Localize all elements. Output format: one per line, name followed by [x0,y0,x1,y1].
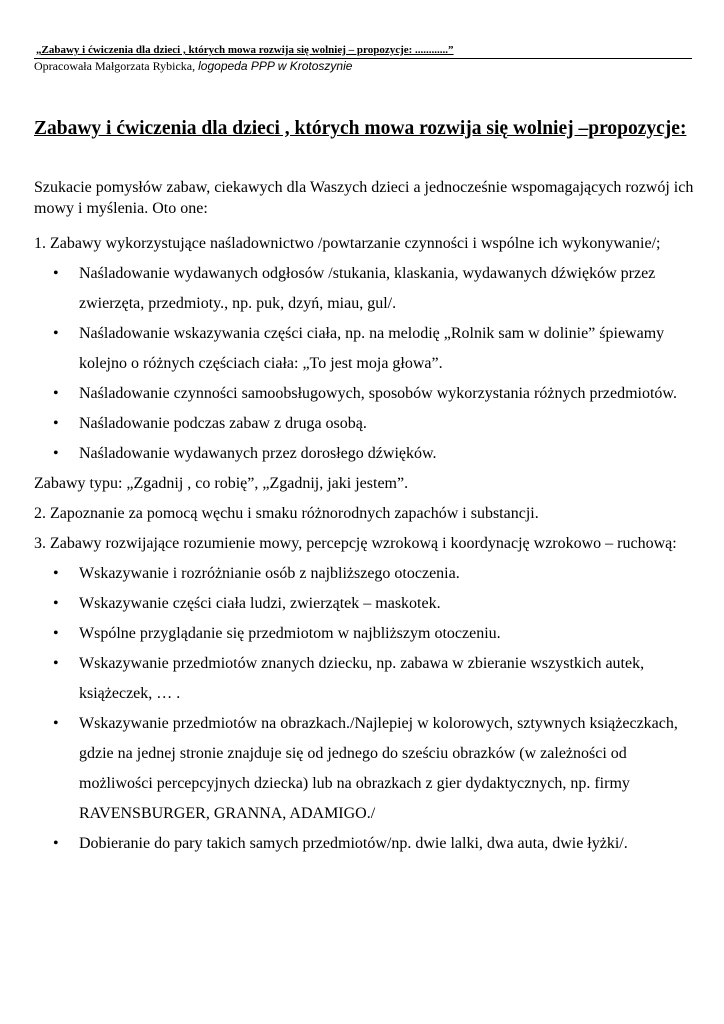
author-prefix: Opracowała Małgorzata Rybicka, [34,59,196,73]
list-item: • Naśladowanie wskazywania części ciała, np. na melodię „Rolnik sam w dolinie” śpiewamy kolejno o różnych częściach ciała: „To jest moja głowa”. [79,319,694,379]
section-3-heading: 3. Zabawy rozwijające rozumienie mowy, percepcję wzrokową i koordynację wzrokowo – ruchową: [34,535,677,552]
list-item: • Naśladowanie podczas zabaw z druga osobą. [79,409,694,439]
section-1-list [34,259,694,469]
list-item: • Naśladowanie czynności samoobsługowych, sposobów wykorzystania różnych przedmiotów. [79,379,694,409]
list-item: • Dobieranie do pary takich samych przedmiotów/np. dwie lalki, dwa auta, dwie łyżki/. [79,829,694,859]
list-item: • Wspólne przyglądanie się przedmiotom w najbliższym otoczeniu. [79,619,694,649]
list-item: • Naśladowanie wydawanych przez dorosłego dźwięków. [79,439,694,469]
document-body [34,177,694,859]
running-header-author [34,59,352,74]
list-item: • Wskazywanie i rozróżnianie osób z najbliższego otoczenia. [79,559,694,589]
section-2-paragraph: 2. Zapoznanie za pomocą węchu i smaku różnorodnych zapachów i substancji. [34,505,539,522]
list-item: • Naśladowanie wydawanych odgłosów /stukania, klaskania, wydawanych dźwięków przez zwierzęta, przedmioty., np. puk, dzyń, miau, gul/. [79,259,694,319]
intro-paragraph: Szukacie pomysłów zabaw, ciekawych dla Waszych dzieci a jednocześnie wspomagających rozwój ich mowy i myślenia. Oto one: [34,179,694,217]
section-1-games: Zabawy typu: „Zgadnij , co robię”, „Zgadnij, jaki jestem”. [34,475,409,492]
document-title: Zabawy i ćwiczenia dla dzieci , których mowa rozwija się wolniej –propozycje: [34,118,687,139]
section-3-list [34,559,694,859]
section-1-heading: 1. Zabawy wykorzystujące naśladownictwo /powtarzanie czynności i wspólne ich wykonywanie/; [34,235,661,252]
list-item: • Wskazywanie przedmiotów znanych dziecku, np. zabawa w zbieranie wszystkich autek, książeczek, … . [79,649,694,709]
running-header-title: „Zabawy i ćwiczenia dla dzieci , których mowa rozwija się wolniej – propozycje: ............” [36,44,454,56]
author-role: logopeda PPP w Krotoszynie [198,59,353,73]
list-item: • Wskazywanie przedmiotów na obrazkach./Najlepiej w kolorowych, sztywnych książeczkach, gdzie na jednej stronie znajduje się od jednego do sześciu obrazków (w zależności od możliwości percepcyjnych dziecka) lub na obrazkach z gier dydaktycznych, np. firmy RAVENSBURGER, GRANNA, ADAMIGO./ [79,709,694,829]
list-item: • Wskazywanie części ciała ludzi, zwierzątek – maskotek. [79,589,694,619]
